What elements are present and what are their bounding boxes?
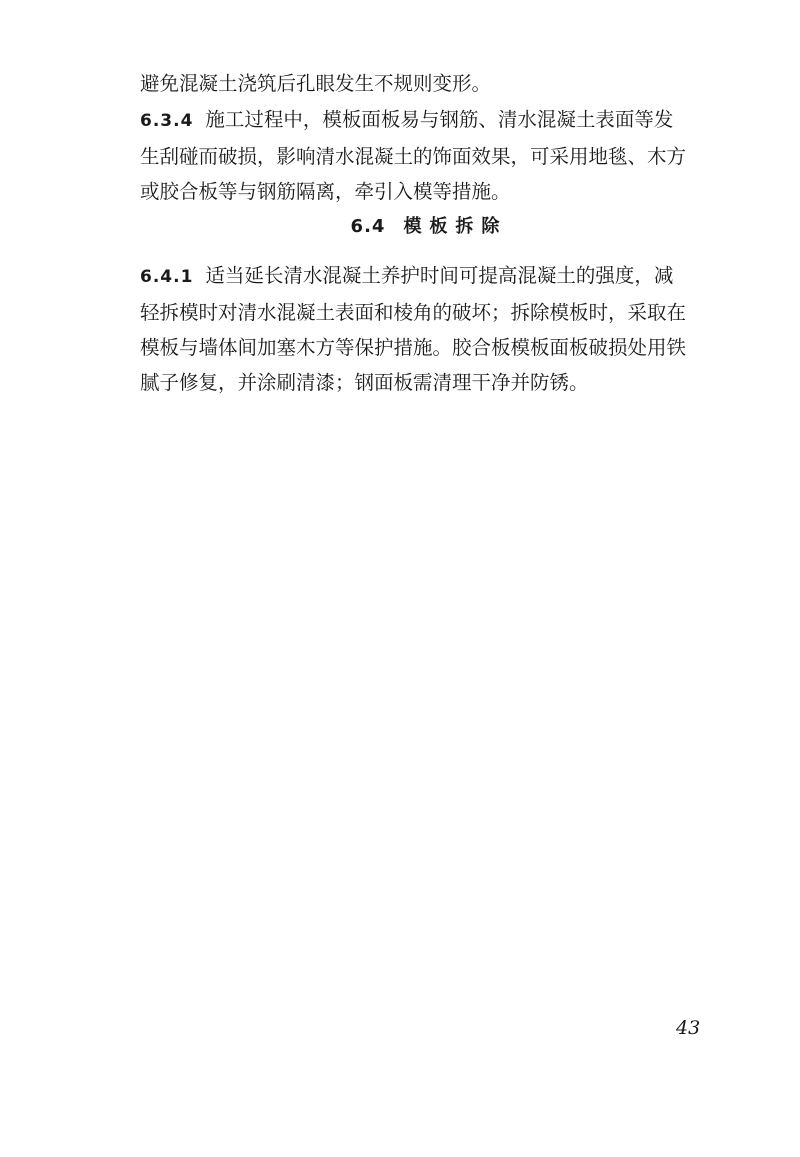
paragraph-line: [140, 102, 718, 139]
section-title: 模板拆除: [403, 216, 508, 237]
paragraph-line: [140, 258, 718, 295]
paragraph-line: 或胶合板等与钢筋隔离，牵引入模等措施。: [140, 180, 511, 203]
clause-6-3-4-paragraph: [140, 102, 718, 209]
paragraph-line: 腻子修复，并涂刷清漆；钢面板需清理干净并防锈。: [140, 371, 589, 394]
paragraph-line-text: 适当延长清水混凝土养护时间可提高混凝土的强度，减: [205, 264, 674, 287]
clause-number: 6.4.1: [140, 267, 194, 287]
page-number: 43: [676, 1017, 701, 1039]
section-number: 6.4: [350, 216, 386, 237]
paragraph-line: 避免混凝土浇筑后孔眼发生不规则变形。: [140, 72, 492, 95]
paragraph-line-text: 施工过程中，模板面板易与钢筋、清水混凝土表面等发: [205, 108, 674, 131]
clause-number: 6.3.4: [140, 111, 194, 131]
paragraph-line: 生刮碰而破损，影响清水混凝土的饰面效果，可采用地毯、木方: [140, 145, 687, 168]
section-heading: [140, 212, 718, 242]
continuation-paragraph: [140, 66, 718, 101]
paragraph-line: 轻拆模时对清水混凝土表面和棱角的破坏；拆除模板时，采取在: [140, 301, 687, 324]
paragraph-line: 模板与墙体间加塞木方等保护措施。胶合板模板面板破损处用铁: [140, 336, 687, 359]
clause-6-4-1-paragraph: [140, 258, 718, 400]
